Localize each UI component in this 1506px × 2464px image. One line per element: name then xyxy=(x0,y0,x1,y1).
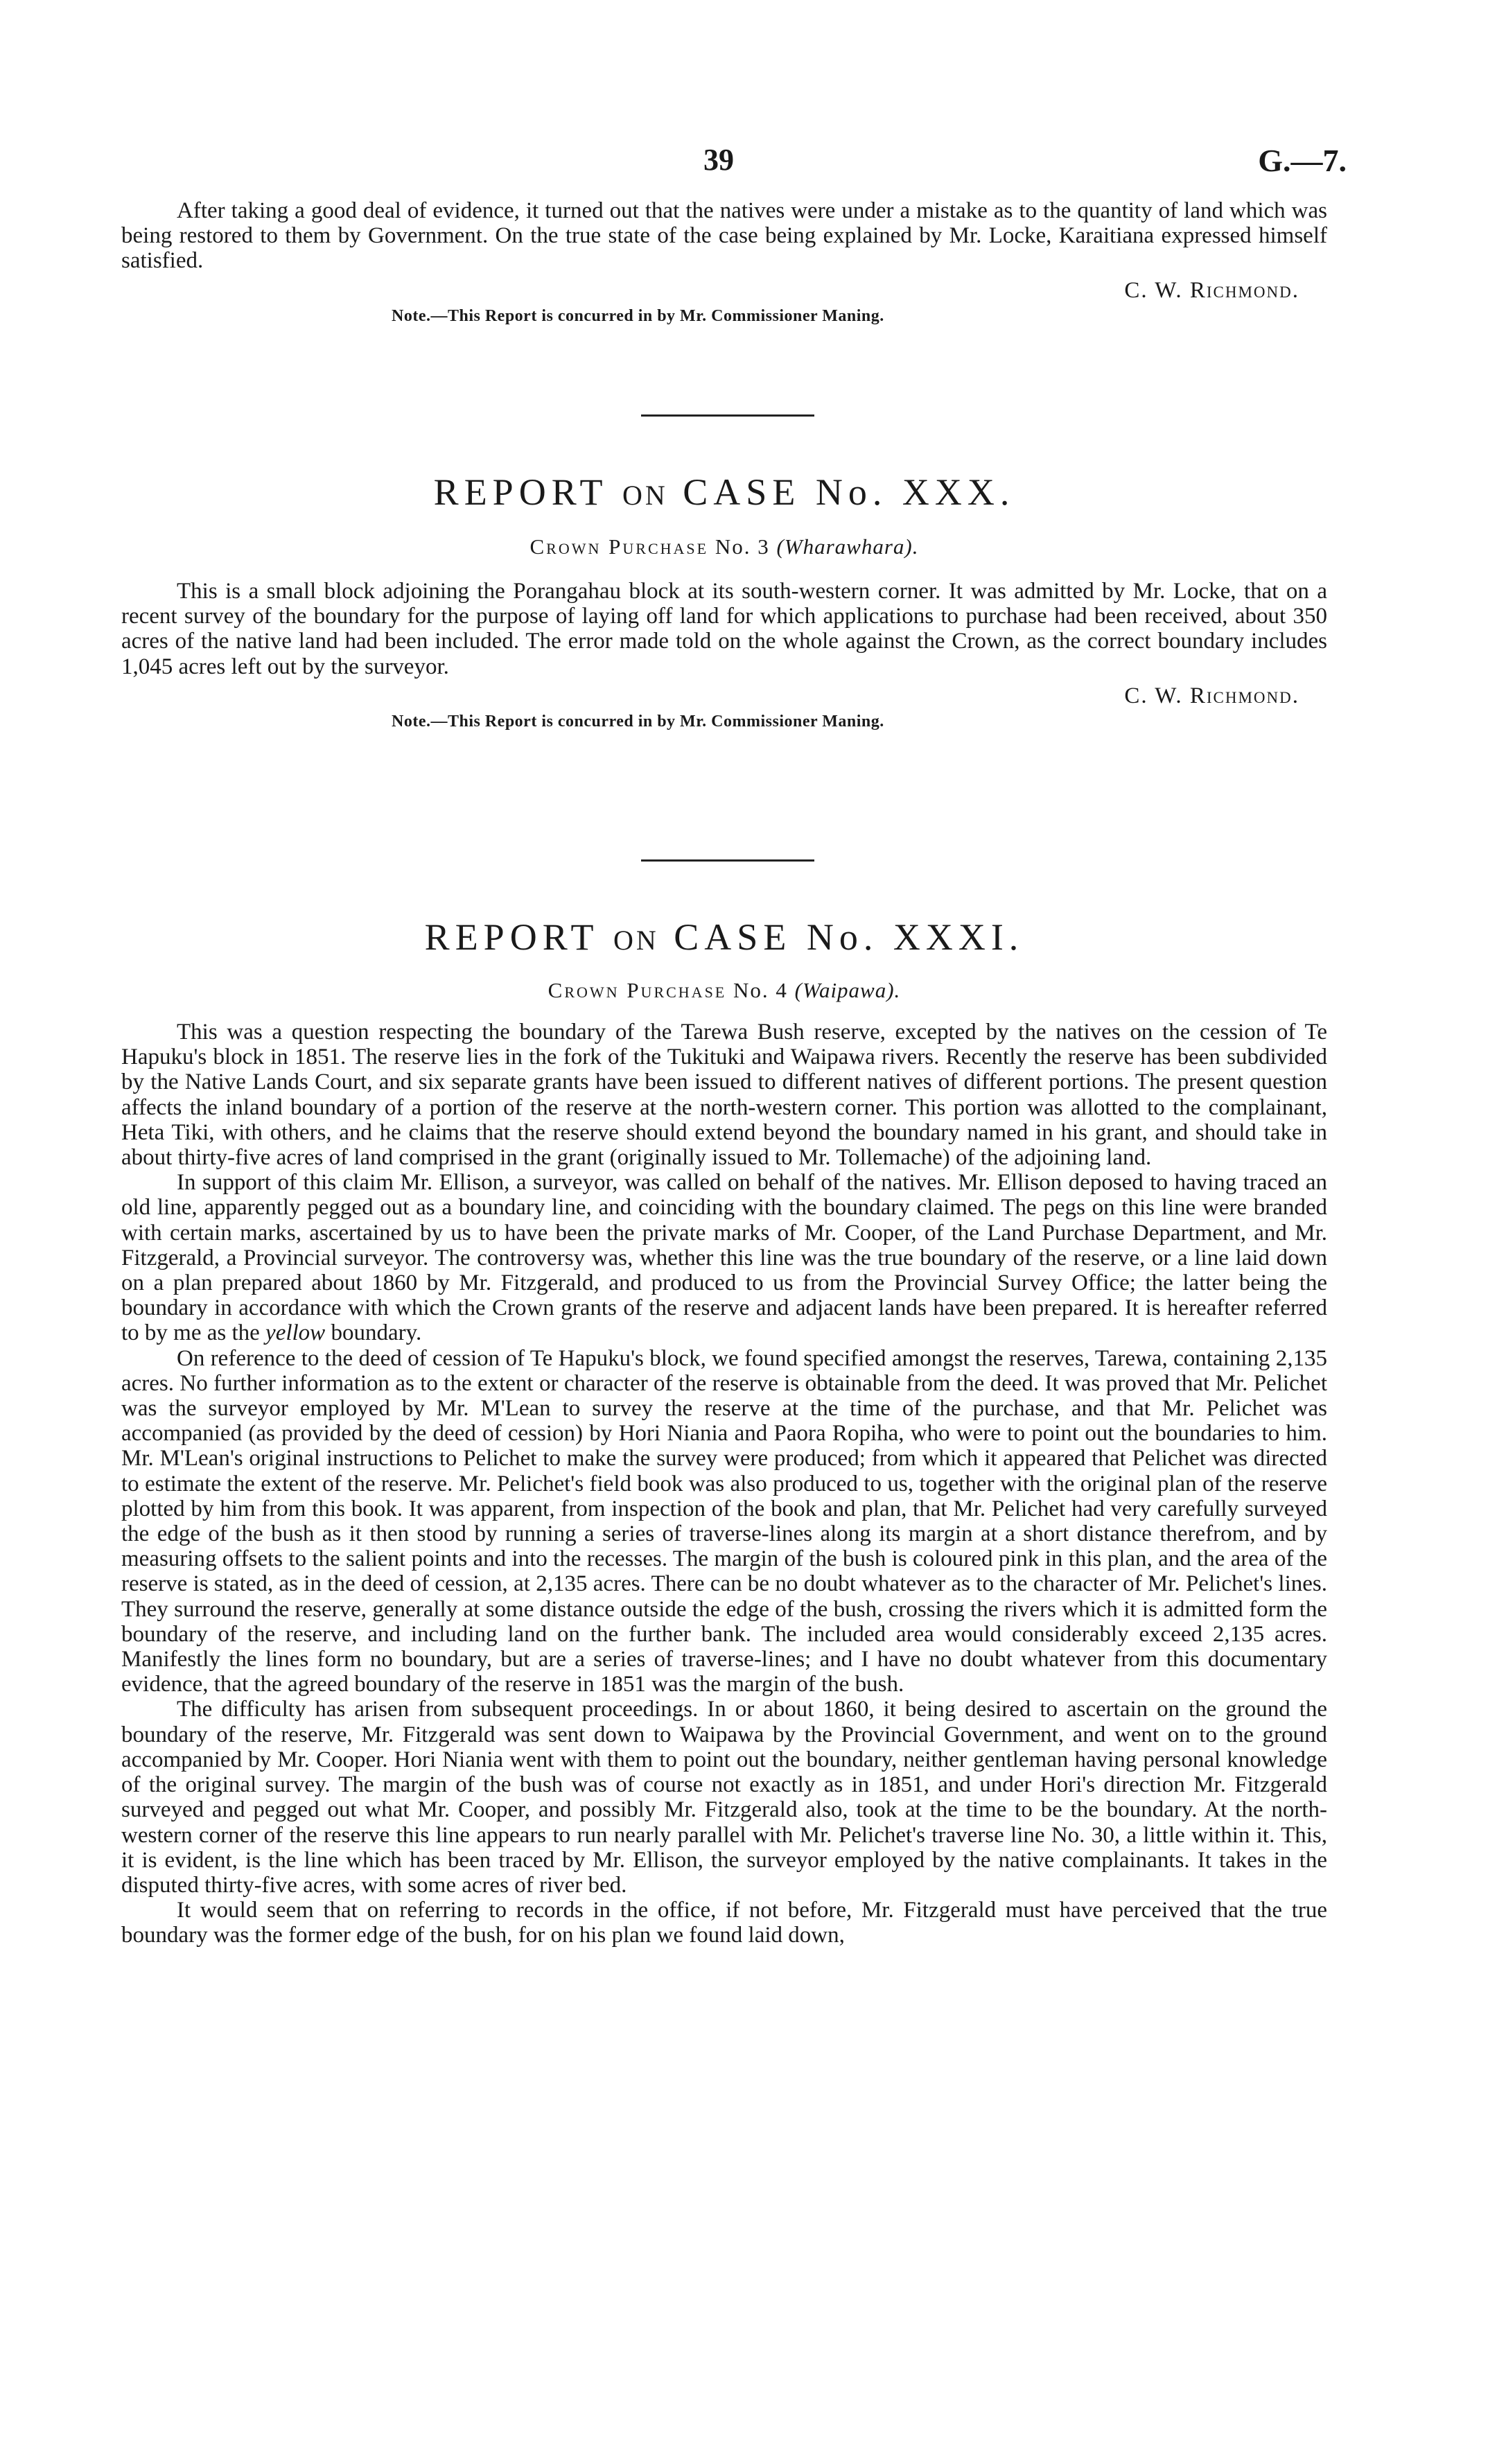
page-number: 39 xyxy=(703,143,734,177)
prior-section xyxy=(121,198,1327,328)
case-xxx-section xyxy=(121,471,1327,733)
signature: C. W. Richmond. xyxy=(1124,277,1299,303)
subtitle-name: (Waipawa). xyxy=(794,978,901,1002)
body-paragraph: This was a question respecting the boundary of the Tarewa Bush reserve, excepted by the natives on the cession of Te Hapuku's block in 1851. The reserve lies in the fork of the Tukituki and Waipawa rivers. Recently the reserve has been subdivided by the Native Lands Court, and six separate grants have been issued to different natives of different portions. The present question affects the inland boundary of a portion of the reserve at the north-western corner. This portion was allotted to the complainant, Heta Tiki, with others, and he claims that the reserve should extend beyond the boundary named in his grant, and should take in about thirty-five acres of land comprised in the grant (originally issued to Mr. Tollemache) of the adjoining land. xyxy=(121,1020,1327,1171)
body-paragraph xyxy=(121,1170,1327,1345)
title-case: CASE xyxy=(683,471,801,513)
paragraph-text: boundary. xyxy=(331,1320,422,1346)
title-report: REPORT xyxy=(424,916,599,958)
body-paragraph: The difficulty has arisen from subsequent proceedings. In or about 1860, it being desired to ascertain on the ground the boundary of the reserve, Mr. Fitzgerald was sent down to Waipawa by the Provincial Government, and went on to the ground accompanied by Mr. Cooper. Hori Niania went with them to point out the boundary, neither gentleman having personal knowledge of the original survey. The margin of the bush was of course not exactly as in 1851, and under Hori's direction Mr. Fitzgerald surveyed and pegged out what Mr. Cooper, and possibly Mr. Fitzgerald also, took at the time to be the boundary. At the north-western corner of the reserve this line appears to run nearly parallel with Mr. Pelichet's traverse line No. 30, a little within it. This, it is evident, is the line which has been traced by Mr. Ellison, the surveyor employed by the native complainants. It takes in the disputed thirty-five acres, with some acres of river bed. xyxy=(121,1697,1327,1898)
title-number: XXX. xyxy=(902,471,1015,513)
prior-paragraph: After taking a good deal of evidence, it turned out that the natives were under a mistake as to the quantity of land which was being restored to them by Government. On the true state of the case being explained by Mr. Locke, Karaitiana expressed himself satisfied. xyxy=(121,198,1327,274)
subtitle-prefix: Crown Purchase xyxy=(529,534,709,559)
body-paragraph: On reference to the deed of cession of Te Hapuku's block, we found specified amongst the reserves, Tarewa, containing 2,135 acres. No further information as to the extent or character of the reserve is obtainable from the deed. It was proved that Mr. Pelichet was the surveyor employed by Mr. M'Lean to survey the reserve at the time of the purchase, and that Mr. Pelichet was accompanied (as provided by the deed of cession) by Hori Niania and Paora Ropiha, who were to point out the boundaries to him. Mr. M'Lean's original instructions to Pelichet to make the survey were produced; from which it appeared that Pelichet was directed to estimate the extent of the reserve. Mr. Pelichet's field book was also produced to us, together with the original plan of the reserve plotted by him from this book. It was apparent, from inspection of the book and plan, that Mr. Pelichet had very carefully surveyed the edge of the bush as it then stood by running a series of traverse-lines along its margin at a short distance therefrom, and by measuring offsets to the salient points and into the recesses. The margin of the bush is coloured pink in this plan, and the area of the reserve is stated, as in the deed of cession, at 2,135 acres. There can be no doubt whatever as to the character of Mr. Pelichet's lines. They surround the reserve, generally at some distance outside the edge of the bush, crossing the rivers which it is admitted form the boundary of the reserve, and including land on the further bank. The included area would considerably exceed 2,135 acres. Manifestly the lines form no boundary, but are a series of traverse-lines; and I have no doubt whatever from this documentary evidence, that the agreed boundary of the reserve in 1851 was the margin of the bush. xyxy=(121,1345,1327,1697)
title-no: No. xyxy=(806,916,879,958)
case-subtitle xyxy=(121,533,1327,561)
case-xxxi-body xyxy=(121,1020,1327,1948)
title-on: ON xyxy=(613,925,659,956)
concurrence-note: Note.—This Report is concurred in by Mr. Commissioner Maning. xyxy=(392,306,884,325)
title-no: No. xyxy=(815,471,888,513)
page-header xyxy=(0,142,1506,191)
title-on: ON xyxy=(622,480,668,511)
case-xxxi-section xyxy=(121,916,1327,1948)
document-code: G.—7. xyxy=(1258,143,1347,178)
subtitle-number: No. 4 xyxy=(733,978,788,1002)
body-paragraph: It would seem that on referring to records in the office, if not before, Mr. Fitzgerald must have perceived that the true boundary was the former edge of the bush, for on his plan we found laid down, xyxy=(121,1898,1327,1948)
title-report: REPORT xyxy=(433,471,608,513)
title-number: XXXI. xyxy=(893,916,1024,958)
title-case: CASE xyxy=(674,916,792,958)
case-title xyxy=(121,916,1327,961)
case-subtitle xyxy=(121,977,1327,1004)
case-title xyxy=(121,471,1327,516)
section-divider xyxy=(641,414,814,417)
paragraph-text: In support of this claim Mr. Ellison, a surveyor, was called on behalf of the natives. Mr. Ellison deposed to having traced an old line, apparently pegged out as a boundary line, and coinciding with the boundary claimed. The pegs on this line were branded with certain marks, ascertained by us to have been the private marks of Mr. Cooper, of the Land Purchase Department, and Mr. Fitzgerald, a Provincial surveyor. The controversy was, whether this line was the true boundary of the reserve, or a line laid down on a plan prepared about 1860 by Mr. Fitzgerald, and produced to us from the Provincial Survey Office; the latter being the boundary in accordance with which the Crown grants of the reserve and adjacent lands have been prepared. It is hereafter referred to by me as the xyxy=(121,1170,1327,1346)
subtitle-name: (Wharawhara). xyxy=(776,534,919,559)
subtitle-prefix: Crown Purchase xyxy=(548,978,727,1002)
subtitle-number: No. 3 xyxy=(715,534,770,559)
signature: C. W. Richmond. xyxy=(1124,683,1299,708)
concurrence-note: Note.—This Report is concurred in by Mr. Commissioner Maning. xyxy=(392,712,884,731)
italic-term: yellow xyxy=(265,1320,326,1346)
section-divider xyxy=(641,859,814,862)
case-xxx-paragraph: This is a small block adjoining the Porangahau block at its south-western corner. It was admitted by Mr. Locke, that on a recent survey of the boundary for the purpose of laying off land for which applications to purchase had been received, about 350 acres of the native land had been included. The error made told on the whole against the Crown, as the correct boundary includes 1,045 acres left out by the surveyor. xyxy=(121,579,1327,679)
